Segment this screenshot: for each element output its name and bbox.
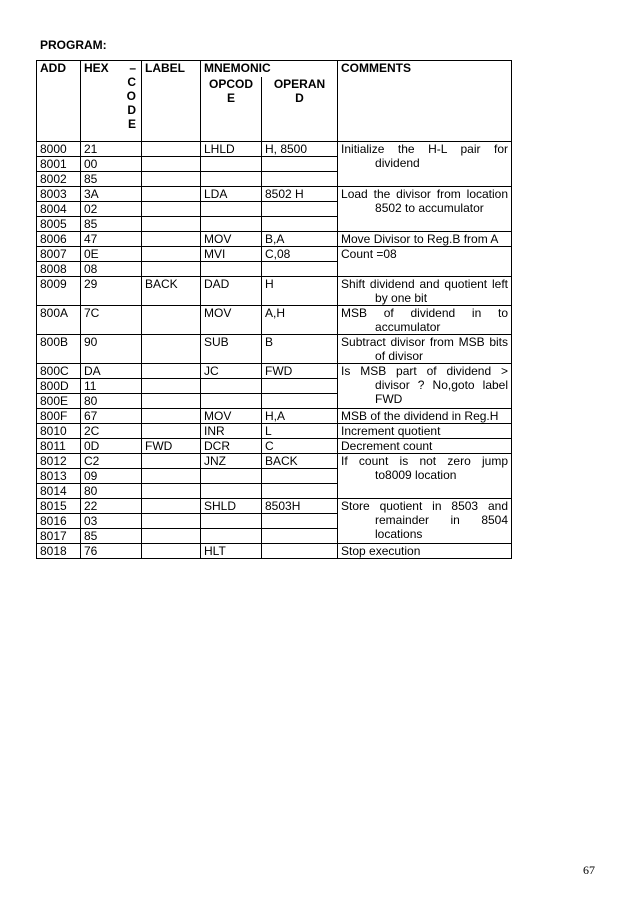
cell-address: 800A: [37, 306, 81, 335]
cell-opcode: MVI: [201, 247, 262, 262]
cell-label: [142, 499, 201, 514]
cell-operand: [262, 514, 338, 529]
cell-comment: Increment quotient: [338, 424, 512, 439]
cell-label: [142, 306, 201, 335]
cell-address: 800C: [37, 364, 81, 379]
cell-operand: [262, 379, 338, 394]
cell-hex-code: 47: [81, 232, 142, 247]
page-number: 67: [583, 863, 595, 877]
cell-label: [142, 394, 201, 409]
cell-opcode: SUB: [201, 335, 262, 364]
cell-operand: B,A: [262, 232, 338, 247]
cell-address: 8012: [37, 454, 81, 469]
cell-label: [142, 335, 201, 364]
table-row: [37, 247, 512, 262]
cell-opcode: MOV: [201, 232, 262, 247]
cell-hex-code: C2: [81, 454, 142, 469]
cell-label: FWD: [142, 439, 201, 454]
cell-address: 8001: [37, 157, 81, 172]
cell-opcode: LHLD: [201, 142, 262, 157]
cell-label: [142, 529, 201, 544]
cell-opcode: [201, 529, 262, 544]
cell-address: 8009: [37, 277, 81, 306]
cell-hex-code: 3A: [81, 187, 142, 202]
cell-operand: C,08: [262, 247, 338, 262]
section-heading: PROGRAM:: [40, 38, 107, 52]
cell-comment: Stop execution: [338, 544, 512, 559]
cell-address: 8006: [37, 232, 81, 247]
cell-opcode: INR: [201, 424, 262, 439]
cell-opcode: [201, 172, 262, 187]
table-body: [37, 142, 512, 559]
cell-label: [142, 142, 201, 157]
table-row: [37, 454, 512, 469]
cell-label: [142, 514, 201, 529]
cell-opcode: [201, 379, 262, 394]
cell-label: [142, 469, 201, 484]
table-row: [37, 142, 512, 157]
cell-hex-code: 0D: [81, 439, 142, 454]
cell-operand: [262, 262, 338, 277]
cell-address: 8007: [37, 247, 81, 262]
table-row: [37, 499, 512, 514]
cell-comment: Subtract divisor from MSB bits of divisor: [338, 335, 512, 364]
cell-operand: H,A: [262, 409, 338, 424]
cell-label: [142, 409, 201, 424]
cell-opcode: SHLD: [201, 499, 262, 514]
cell-operand: [262, 394, 338, 409]
col-header-hex-label: HEX: [84, 61, 109, 75]
cell-operand: H, 8500: [262, 142, 338, 157]
cell-hex-code: 00: [81, 157, 142, 172]
col-header-comments: COMMENTS: [338, 61, 512, 142]
cell-comment: Decrement count: [338, 439, 512, 454]
cell-address: 8003: [37, 187, 81, 202]
col-header-operand: OPERAN D: [262, 77, 338, 142]
cell-comment: If count is not zero jump to8009 location: [338, 454, 512, 499]
cell-hex-code: 80: [81, 394, 142, 409]
cell-label: BACK: [142, 277, 201, 306]
table-row: [37, 439, 512, 454]
cell-label: [142, 202, 201, 217]
cell-hex-code: 02: [81, 202, 142, 217]
cell-label: [142, 247, 201, 262]
cell-operand: FWD: [262, 364, 338, 379]
cell-operand: [262, 202, 338, 217]
cell-opcode: [201, 262, 262, 277]
cell-opcode: DCR: [201, 439, 262, 454]
cell-label: [142, 544, 201, 559]
table-row: [37, 409, 512, 424]
cell-hex-code: 90: [81, 335, 142, 364]
cell-hex-code: 11: [81, 379, 142, 394]
cell-address: 800D: [37, 379, 81, 394]
cell-comment: Shift dividend and quotient left by one bit: [338, 277, 512, 306]
cell-label: [142, 232, 201, 247]
cell-label: [142, 217, 201, 232]
cell-address: 800B: [37, 335, 81, 364]
cell-comment: Is MSB part of dividend > divisor ? No,goto label FWD: [338, 364, 512, 409]
cell-operand: [262, 157, 338, 172]
cell-hex-code: 29: [81, 277, 142, 306]
cell-address: 8014: [37, 484, 81, 499]
cell-address: 8015: [37, 499, 81, 514]
cell-address: 8017: [37, 529, 81, 544]
table-row: [37, 306, 512, 335]
cell-operand: [262, 469, 338, 484]
cell-label: [142, 379, 201, 394]
cell-operand: C: [262, 439, 338, 454]
cell-operand: [262, 484, 338, 499]
cell-address: 8011: [37, 439, 81, 454]
cell-comment: MSB of dividend in to accumulator: [338, 306, 512, 335]
cell-address: 8013: [37, 469, 81, 484]
table-row: [37, 232, 512, 247]
cell-label: [142, 484, 201, 499]
cell-address: 800E: [37, 394, 81, 409]
cell-comment: Count =08: [338, 247, 512, 277]
program-table: [36, 60, 512, 559]
table-row: [37, 277, 512, 306]
cell-hex-code: 0E: [81, 247, 142, 262]
col-header-label: LABEL: [142, 61, 201, 142]
cell-operand: B: [262, 335, 338, 364]
cell-hex-code: DA: [81, 364, 142, 379]
col-header-add: ADD: [37, 61, 81, 142]
cell-opcode: [201, 394, 262, 409]
cell-opcode: [201, 217, 262, 232]
cell-hex-code: 22: [81, 499, 142, 514]
cell-hex-code: 76: [81, 544, 142, 559]
cell-opcode: JC: [201, 364, 262, 379]
cell-hex-code: 09: [81, 469, 142, 484]
cell-address: 8010: [37, 424, 81, 439]
cell-label: [142, 454, 201, 469]
cell-address: 800F: [37, 409, 81, 424]
cell-operand: L: [262, 424, 338, 439]
cell-hex-code: 03: [81, 514, 142, 529]
cell-label: [142, 157, 201, 172]
cell-hex-code: 08: [81, 262, 142, 277]
cell-address: 8004: [37, 202, 81, 217]
cell-address: 8018: [37, 544, 81, 559]
cell-label: [142, 172, 201, 187]
cell-opcode: [201, 484, 262, 499]
cell-address: 8008: [37, 262, 81, 277]
cell-hex-code: 85: [81, 217, 142, 232]
col-header-mnemonic: MNEMONIC: [201, 61, 338, 78]
cell-opcode: MOV: [201, 409, 262, 424]
cell-operand: [262, 217, 338, 232]
cell-opcode: [201, 514, 262, 529]
cell-hex-code: 85: [81, 529, 142, 544]
cell-label: [142, 187, 201, 202]
cell-comment: Move Divisor to Reg.B from A: [338, 232, 512, 247]
cell-label: [142, 424, 201, 439]
table-row: [37, 364, 512, 379]
cell-operand: A,H: [262, 306, 338, 335]
table-row: [37, 335, 512, 364]
cell-operand: [262, 529, 338, 544]
cell-opcode: DAD: [201, 277, 262, 306]
cell-hex-code: 80: [81, 484, 142, 499]
table-header-row: [37, 61, 512, 78]
col-header-hex: [81, 61, 142, 142]
cell-hex-code: 67: [81, 409, 142, 424]
cell-opcode: [201, 469, 262, 484]
cell-label: [142, 364, 201, 379]
cell-opcode: HLT: [201, 544, 262, 559]
table-row: [37, 187, 512, 202]
cell-comment: Load the divisor from location 8502 to accumulator: [338, 187, 512, 232]
cell-opcode: MOV: [201, 306, 262, 335]
cell-operand: [262, 544, 338, 559]
cell-comment: MSB of the dividend in Reg.H: [338, 409, 512, 424]
cell-address: 8016: [37, 514, 81, 529]
cell-hex-code: 85: [81, 172, 142, 187]
col-header-opcode: OPCOD E: [201, 77, 262, 142]
table-row: [37, 544, 512, 559]
cell-address: 8000: [37, 142, 81, 157]
cell-operand: [262, 172, 338, 187]
cell-hex-code: 21: [81, 142, 142, 157]
cell-opcode: LDA: [201, 187, 262, 202]
cell-comment: Store quotient in 8503 and remainder in 8504 locations: [338, 499, 512, 544]
col-header-hex-code: – C O D E: [126, 61, 136, 131]
cell-operand: BACK: [262, 454, 338, 469]
cell-hex-code: 2C: [81, 424, 142, 439]
cell-opcode: JNZ: [201, 454, 262, 469]
cell-operand: 8502 H: [262, 187, 338, 202]
cell-operand: H: [262, 277, 338, 306]
cell-hex-code: 7C: [81, 306, 142, 335]
cell-operand: 8503H: [262, 499, 338, 514]
cell-label: [142, 262, 201, 277]
cell-comment: Initialize the H-L pair for dividend: [338, 142, 512, 187]
table-row: [37, 424, 512, 439]
cell-opcode: [201, 202, 262, 217]
cell-address: 8005: [37, 217, 81, 232]
cell-address: 8002: [37, 172, 81, 187]
cell-opcode: [201, 157, 262, 172]
